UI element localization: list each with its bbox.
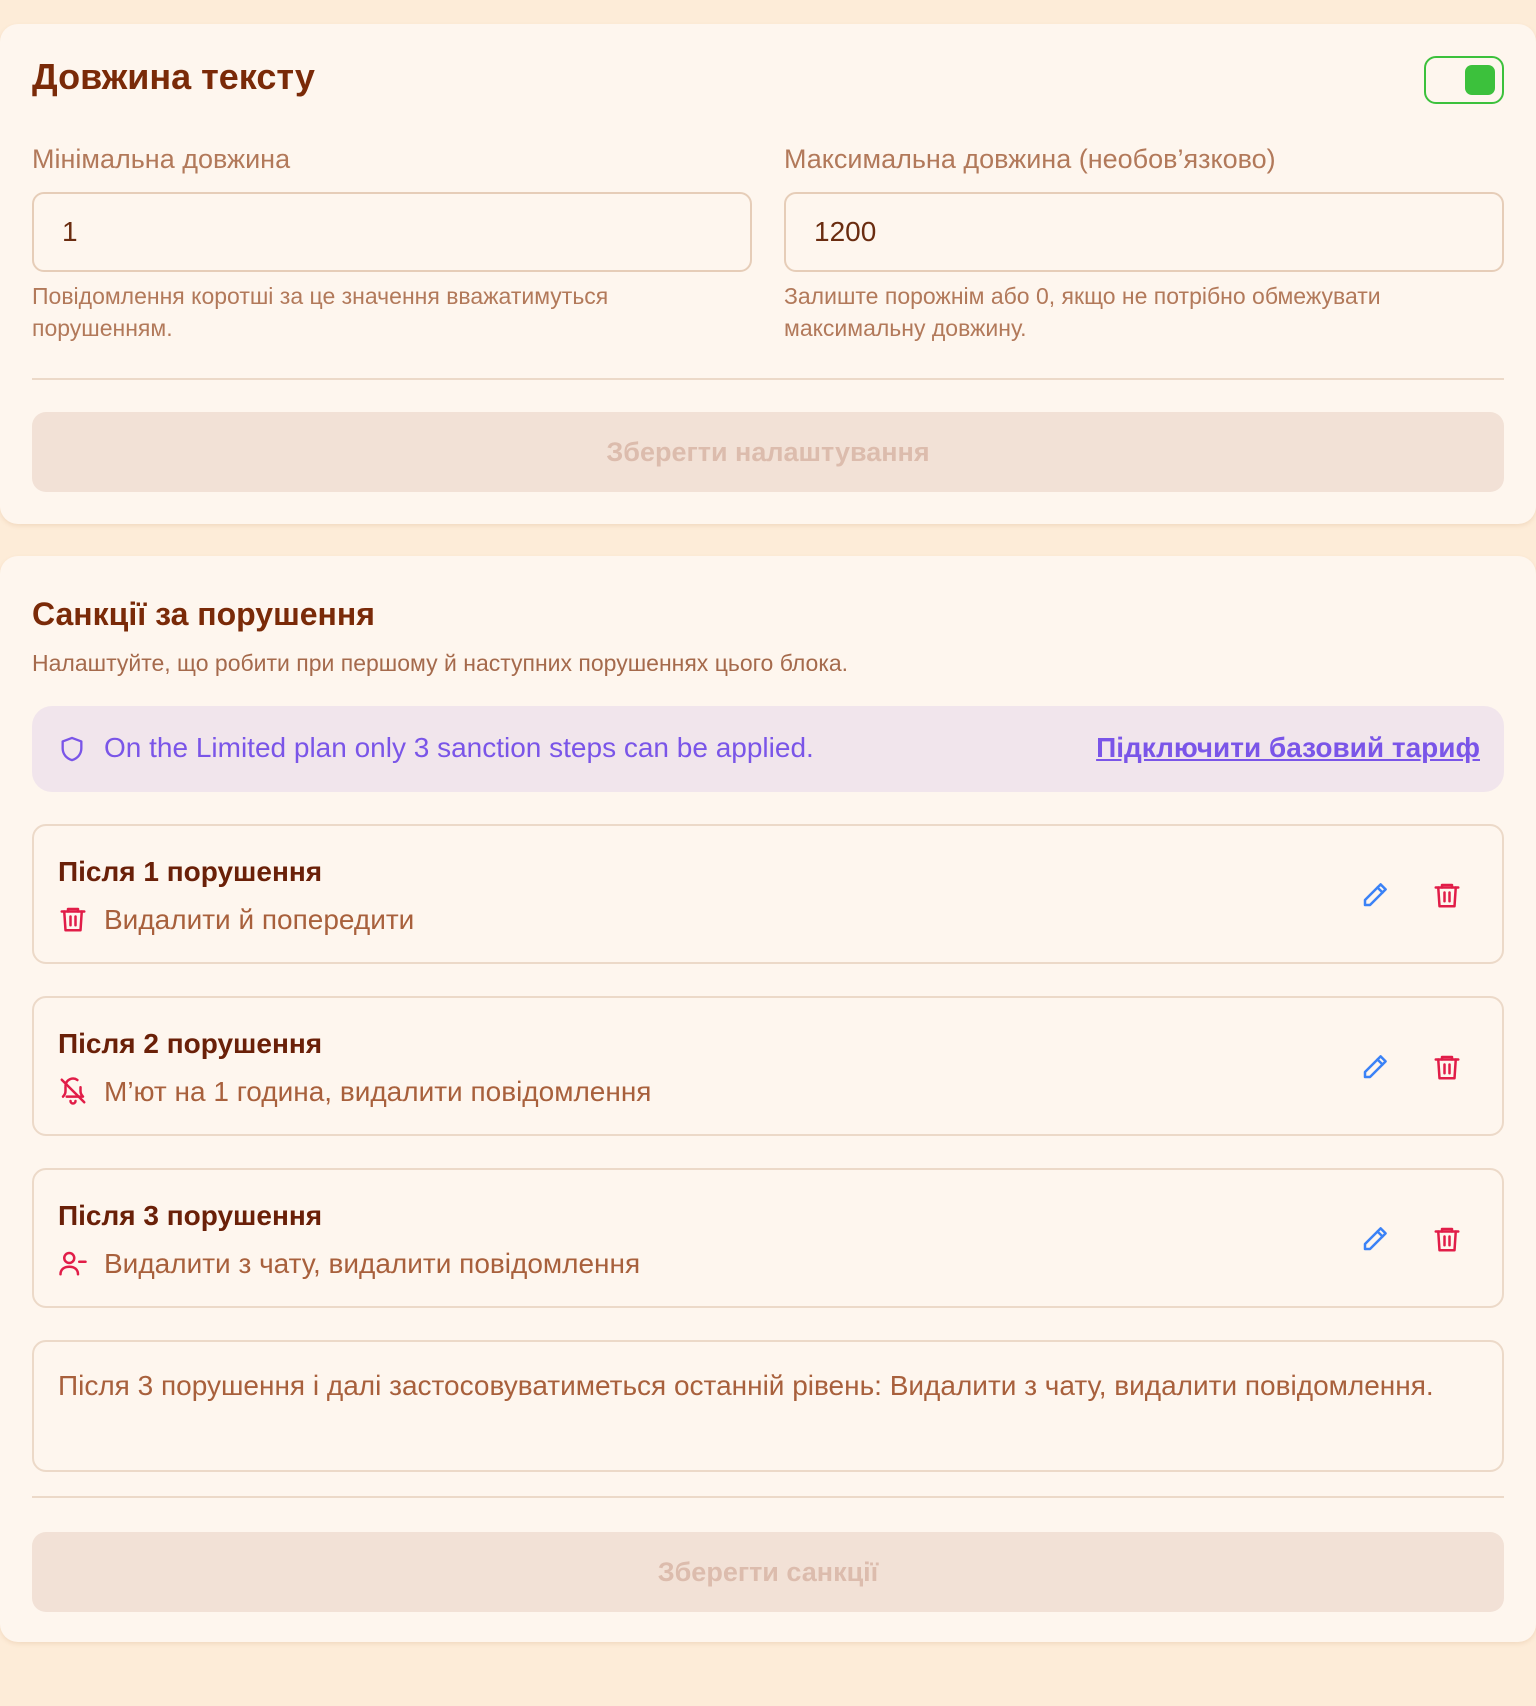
max-length-help: Залиште порожнім або 0, якщо не потрібно обмежувати максимальну довжину.: [784, 283, 1381, 341]
trash-icon: [58, 904, 88, 934]
step-title: Після 1 порушення: [58, 856, 323, 887]
min-length-input[interactable]: [32, 192, 752, 272]
edit-pencil-icon[interactable]: [1360, 1224, 1390, 1254]
divider: [32, 1496, 1504, 1498]
sanction-step-2: [32, 996, 1504, 1136]
edit-pencil-icon[interactable]: [1360, 880, 1390, 910]
shield-icon: [58, 734, 86, 764]
sanction-step-3: [32, 1168, 1504, 1308]
save-settings-button[interactable]: Зберегти налаштування: [32, 412, 1504, 492]
max-length-input[interactable]: [784, 192, 1504, 272]
plan-limit-text: On the Limited plan only 3 sanction steps can be applied.: [104, 732, 814, 763]
upgrade-plan-link[interactable]: Підключити базовий тариф: [1096, 732, 1480, 763]
text-length-toggle[interactable]: [1424, 56, 1504, 104]
sanctions-subtitle: Налаштуйте, що робити при першому й наступних порушеннях цього блока.: [32, 650, 849, 676]
step-title: Після 2 порушення: [58, 1028, 323, 1059]
step-title: Після 3 порушення: [58, 1200, 323, 1231]
step-description: М’ют на 1 година, видалити повідомлення: [104, 1076, 652, 1107]
save-sanctions-button[interactable]: Зберегти санкції: [32, 1532, 1504, 1612]
final-level-note: [32, 1340, 1504, 1472]
step-description: Видалити й попередити: [104, 904, 415, 935]
min-length-help: Повідомлення коротші за це значення вважатимуться порушенням.: [32, 283, 609, 341]
delete-trash-icon[interactable]: [1432, 1052, 1462, 1082]
step-description: Видалити з чату, видалити повідомлення: [104, 1248, 641, 1279]
sanctions-title: Санкції за порушення: [32, 596, 375, 632]
edit-pencil-icon[interactable]: [1360, 1052, 1390, 1082]
plan-limit-notice: [32, 706, 1504, 792]
toggle-knob: [1465, 65, 1495, 95]
user-remove-icon: [58, 1248, 88, 1278]
delete-trash-icon[interactable]: [1432, 1224, 1462, 1254]
final-level-note-text: Після 3 порушення і далі застосовуватиметься останній рівень: Видалити з чату, видалити повідомлення.: [58, 1370, 1434, 1401]
divider: [32, 378, 1504, 380]
sanction-step-1: [32, 824, 1504, 964]
min-length-label: Мінімальна довжина: [32, 144, 291, 174]
max-length-label: Максимальна довжина (необов’язково): [784, 144, 1276, 174]
text-length-title: Довжина тексту: [32, 56, 315, 97]
bell-off-icon: [58, 1076, 88, 1106]
delete-trash-icon[interactable]: [1432, 880, 1462, 910]
